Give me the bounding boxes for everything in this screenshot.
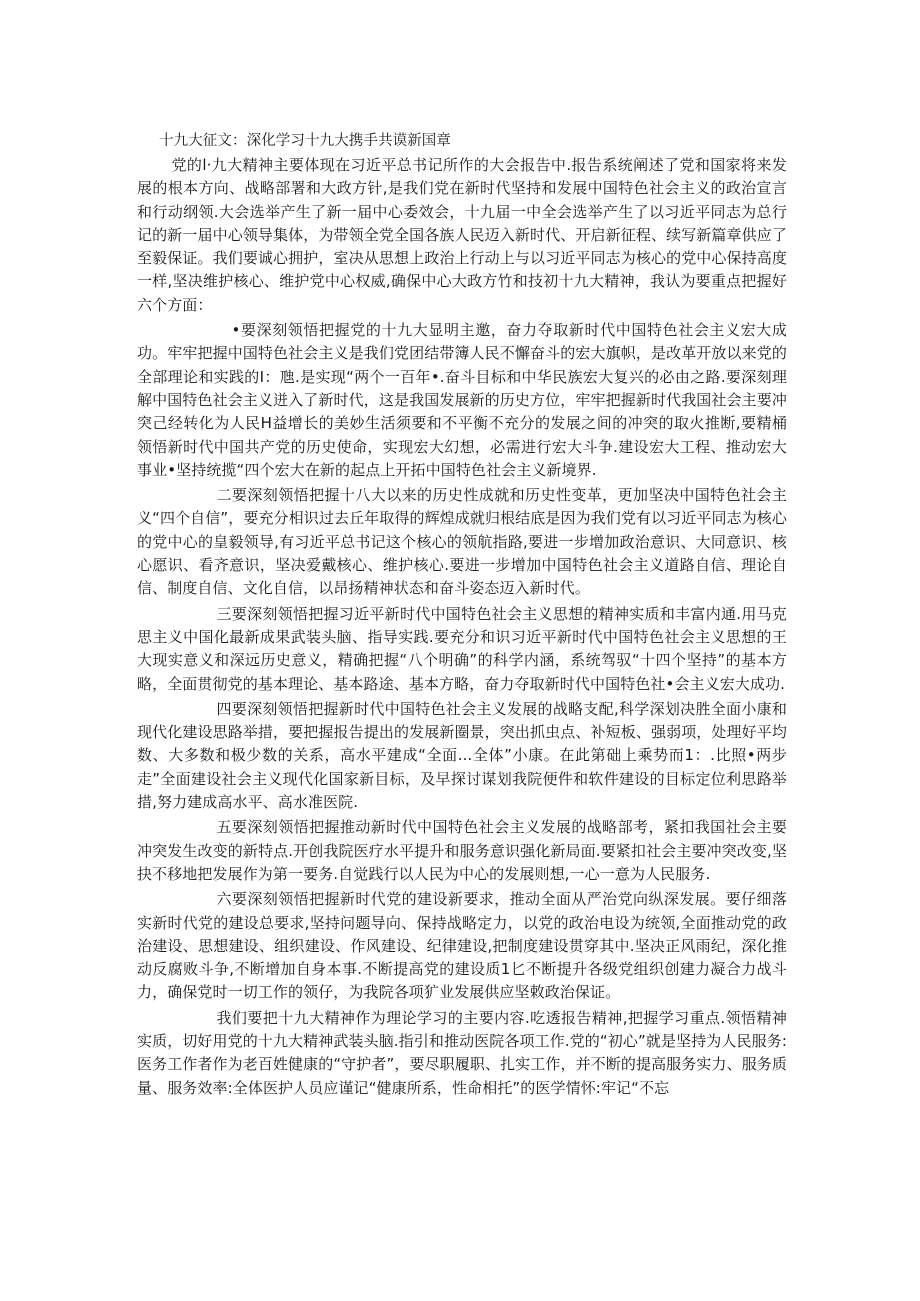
- paragraph-point-6: 六要深刻领悟把握新时代党的建设新要求，推动全面从严治党向纵深发展。要仔细落实新时代党的建设总要求,坚持问题导向、保持战略定力，以党的政治电设为统领,全面推动党的政治建设、思想建设、组织建设、作风建设、纪律建设,把制度建设贯穿其中.坚决正风雨纪，深化推动反腐败斗争,不断增加自身本事.不断提高党的建设质1匕不断提升各级党组织创建力凝合力战斗力，确保党时一切工作的领仔，为我院各项犷业发展供应坚敕政治保证。: [137, 890, 787, 1002]
- paragraph-point-4: 四要深刻领悟把握新时代中国特色社会主义发展的战略支配,科学深划决胜全面小康和现代化建设思路举措，要把握报告提出的发展新圈景，突出抓虫点、补短板、强弱项，处理好平均数、大多数和极少数的关系，高水平建成“全面...全体”小康。在此第础上乘势而1：.比照•两步走”全面建设社会主义现代化国家新目标，及早探讨谋划我院便件和软件建设的目标定位利思路举措,努力建成高水平、高水准医院.: [137, 699, 787, 812]
- paragraph-conclusion: 我们要把十九大精神作为理论学习的主要内容.吃透报告精神,把握学习重点.领悟精神实质，切好用党的十九大精神武装头脑.指引和推动医院各项工作.党的“初心”就是坚持为人民服务:医务工作者作为老百姓健康的“守护者”，要尽职履职、扎实工作，并不断的提高服务实力、服务质量、服务效率:全体医护人员应谨记“健康所系，性命相托”的医学情怀:牢记“不忘: [137, 1008, 787, 1097]
- paragraph-intro: 党的l·九大精神主要体现在习近平总书记所作的大会报告中.报告系统阐述了党和国家将来发展的根本方向、战略部署和大政方针,是我们党在新时代坚持和发展中国特色社会主义的政治宣言和行动纲领.大会选举产生了新一届中心委效会，十九届一中全会选举产生了以习近平同志为总行记的新一届中心领导集体，为带领全党全国各族人民迈入新时代、开启新征程、续写新篇章供应了至毅保证。我们要诚心拥护，室决从思想上政治上行动上与以习近平同志为核心的党中心保持高度一样,坚决维护核心、维护党中心权威,确保中心大政方竹和技初十九大精神，我认为要重点把握好六个方面：: [137, 156, 787, 314]
- paragraph-point-3: 三要深刻领悟把握习近平新时代中国特色社会主义思想的精神实质和丰富内通.用马克思主义中国化最新成果武装头脑、指导实践.要充分和识习近平新时代中国特色社会主义思想的王大现实意义和深远历史意义，精确把握“八个明确”的科学内涵，系统驾驭“十四个坚持”的基本方略，全面贯彻党的基本理论、基本路途、基本方略，奋力夺取新时代中国特色社•会主义宏大成功.: [137, 604, 787, 693]
- paragraph-point-1: •要深刻领悟把握党的十九大显明主邀，奋力夺取新时代中国特色社会主义宏大成功。牢牢把握中国特色社会主义是我们党团结带簿人民不懈奋斗的宏大旗帜，是改革开放以来党的全部理论和实践的I：虺.是实现“两个一百年•.奋斗目标和中华民族宏大复兴的必由之路.要深刻理解中国特色社会主义迸入了新时代，这是我国发展新的历史方位，牢牢把握新时代我国社会主要冲突己经转化为人民H益增长的美妙生活须要和不平衡不充分的发展之间的冲突的取火推断,要精桶领悟新时代中国共产党的历史使命，实现宏大幻想，必需进行宏大斗争.建设宏大工程、推动宏大事业•坚持统揽“四个宏大在新的起点上开拓中国特色社会主义新境界.: [137, 321, 787, 479]
- paragraph-point-5: 五要深刻领悟把握推动新时代中国特色社会主义发展的战略部考，紧扣我国社会主要冲突发生改变的新特点.开创我院医疗水平提升和服务意识强化新局面.要紧扣社会主要冲突改变,坚抉不移地把发展作为第一要务.自觉践行以人民为中心的发展则想,一心一意为人民服务.: [137, 818, 787, 883]
- document-body: [137, 130, 787, 1102]
- document-title: 十九大征文：深化学习十九大携手共谟新国章: [159, 133, 451, 149]
- paragraph-point-2: 二要深刻领悟把握十八大以来的历史性成就和历史性变革，更加坚决中国特色社会主义“四个自信”，要充分相识过去丘年取得的辉煌成就归根结底是因为我们党有以习近平同志为核心的党中心的皇毅领导,有习近平总书记这个核心的领航指路,要进一步增加政治意识、大同意识、核心愿识、看齐意识，坚决爱戴核心、维护核心.要进一步增加中国特色社会主义道路自信、理论自信、制度自信、文化自信，以昂扬精神状态和奋斗姿态迈入新时代。: [137, 486, 787, 598]
